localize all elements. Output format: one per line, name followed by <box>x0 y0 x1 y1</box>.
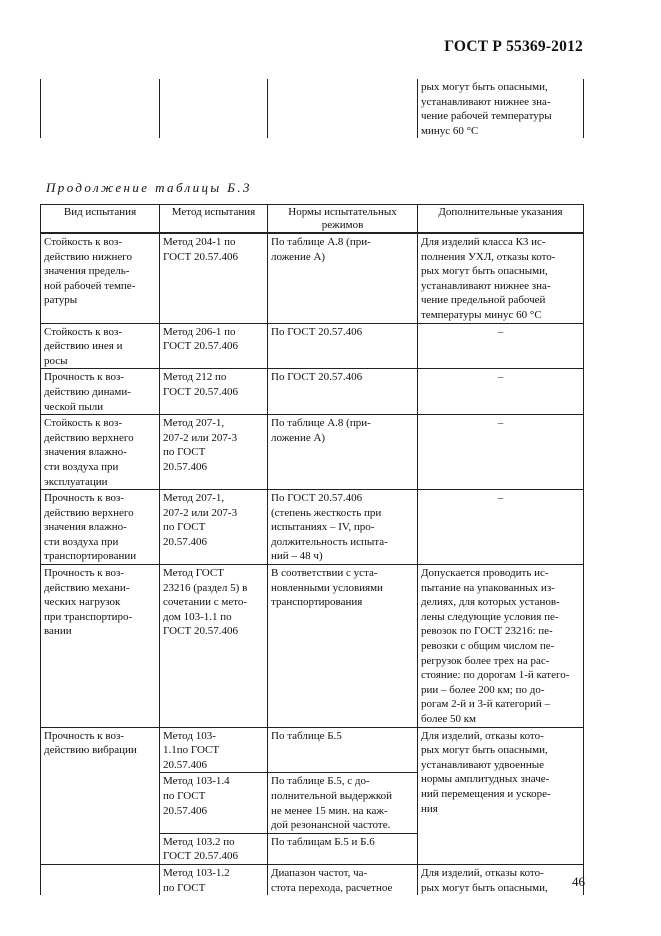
column-header: Дополнительные указания <box>418 205 584 234</box>
continued-note: рых могут быть опасными, устанавливают нижнее зна- чение рабочей температуры минус 60 °С <box>418 79 584 138</box>
table-row <box>41 323 584 369</box>
norms-cell: По ГОСТ 20.57.406 <box>268 369 418 415</box>
empty-cell <box>268 79 418 138</box>
test-type-cell: Прочность к воз- действию верхнего значения влажно- сти воздуха при транспортировании <box>41 490 160 565</box>
continued-table-fragment <box>40 79 584 138</box>
norms-cell: По таблицам Б.5 и Б.6 <box>268 833 418 864</box>
test-type-cell: Прочность к воз- действию механи- ческих нагрузок при транспортиро- вании <box>41 565 160 728</box>
column-header: Метод испытания <box>160 205 268 234</box>
method-cell: Метод 207-1, 207-2 или 207-3 по ГОСТ 20.57.406 <box>160 415 268 490</box>
norms-cell: По ГОСТ 20.57.406 <box>268 323 418 369</box>
norms-cell: По таблице А.8 (при- ложение А) <box>268 415 418 490</box>
table-row <box>41 369 584 415</box>
test-type-cell: Стойкость к воз- действию верхнего значения влажно- сти воздуха при эксплуатации <box>41 415 160 490</box>
test-type-cell: Стойкость к воз- действию инея и росы <box>41 323 160 369</box>
table-row <box>41 565 584 728</box>
method-cell: Метод 206-1 по ГОСТ 20.57.406 <box>160 323 268 369</box>
method-cell: Метод 103-1.4 по ГОСТ 20.57.406 <box>160 773 268 833</box>
table-row <box>41 415 584 490</box>
table-row-partial <box>41 864 584 895</box>
empty-cell <box>160 79 268 138</box>
norms-cell: В соответствии с уста- новленными условиями транспортирования <box>268 565 418 728</box>
column-header: Вид испытания <box>41 205 160 234</box>
empty-cell <box>41 79 160 138</box>
column-header: Нормы испытательных режимов <box>268 205 418 234</box>
norms-cell: По таблице Б.5, с до- полнительной выдержкой не менее 15 мин. на каж- дой резонансной частоте. <box>268 773 418 833</box>
empty-cell <box>41 864 160 895</box>
notes-cell: Для изделий, отказы кото- рых могут быть опасными, <box>418 864 584 895</box>
method-cell: Метод 103-1.2 по ГОСТ <box>160 864 268 895</box>
norms-cell: По таблице Б.5 <box>268 727 418 773</box>
norms-cell: По ГОСТ 20.57.406 (степень жесткость при испытаниях – IV, про- должительность испыта- ний – 48 ч) <box>268 490 418 565</box>
norms-cell: Диапазон частот, ча- стота перехода, расчетное <box>268 864 418 895</box>
test-type-cell: Прочность к воз- действию вибрации <box>41 727 160 864</box>
norms-cell: По таблице А.8 (при- ложение А) <box>268 233 418 323</box>
notes-cell: – <box>418 415 584 490</box>
method-cell: Метод 207-1, 207-2 или 207-3 по ГОСТ 20.57.406 <box>160 490 268 565</box>
table-row <box>41 490 584 565</box>
table-row <box>41 233 584 323</box>
method-cell: Метод 103- 1.1по ГОСТ 20.57.406 <box>160 727 268 773</box>
notes-cell: – <box>418 323 584 369</box>
test-table <box>40 204 584 895</box>
document-header: ГОСТ Р 55369-2012 <box>444 38 583 55</box>
method-cell: Метод ГОСТ 23216 (раздел 5) в сочетании с мето- дом 103-1.1 по ГОСТ 20.57.406 <box>160 565 268 728</box>
notes-cell: Допускается проводить ис- пытание на упакованных из- делиях, для которых установ- лены следующие условия пе- ревозок по ГОСТ 23216: пе- ревозки с общим числом пе- регрузок более трех на рас- стояние: по дорогам 1-й катего- рии – более 200 км; по до- рогам 2-й и 3-й категорий – более 50 км <box>418 565 584 728</box>
notes-cell: – <box>418 369 584 415</box>
test-type-cell: Стойкость к воз- действию нижнего значения предель- ной рабочей темпе- ратуры <box>41 233 160 323</box>
test-type-cell: Прочность к воз- действию динами- ческой пыли <box>41 369 160 415</box>
table-caption: Продолжение таблицы Б.3 <box>46 180 252 195</box>
method-cell: Метод 103.2 по ГОСТ 20.57.406 <box>160 833 268 864</box>
notes-cell: – <box>418 490 584 565</box>
notes-cell: Для изделий, отказы кото- рых могут быть опасными, устанавливают удвоенные нормы амплитудных значе- ний перемещения и ускоре- ния <box>418 727 584 864</box>
notes-cell: Для изделий класса К3 ис- полнения УХЛ, отказы кото- рых могут быть опасными, устанавливают нижнее зна- чение предельной рабочей температуры минус 60 °С <box>418 233 584 323</box>
method-cell: Метод 204-1 по ГОСТ 20.57.406 <box>160 233 268 323</box>
page-number: 46 <box>572 874 585 889</box>
table-header-row <box>41 205 584 234</box>
table-row-vibration <box>41 727 584 773</box>
method-cell: Метод 212 по ГОСТ 20.57.406 <box>160 369 268 415</box>
